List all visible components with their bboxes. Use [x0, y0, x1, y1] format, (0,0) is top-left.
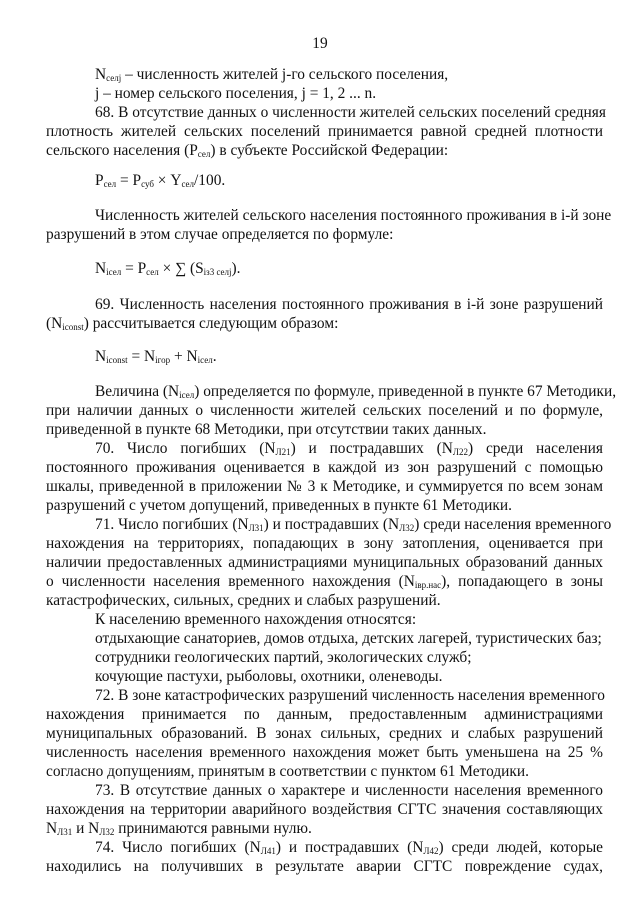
- text-line: $N_{селj}$ – численность жителей j-го сельского поселения,: [95, 66, 449, 83]
- text-line: $N_{iсел} = Р_{сел}$ × ∑ $(S_{iз3 селj})$.: [95, 260, 241, 277]
- text-line: нахождения на территории аварийного воздействия СГТС значения составляющих: [46, 801, 603, 818]
- text-line: Численность жителей сельского населения постоянного проживания в i-й зоне: [95, 207, 612, 224]
- text-line: приведенной в пункте 68 Методики, при отсутствии таких данных.: [46, 421, 487, 438]
- text-line: сотрудники геологических партий, экологических служб;: [95, 649, 472, 666]
- text-line: шкалы, приведенной в приложении № 3 к Методике, и суммируется по всем зонам: [46, 478, 603, 495]
- text-line: при наличии данных о численности жителей сельских поселений и по формуле,: [46, 402, 603, 419]
- text-line: нахождения на территориях, попадающих в зону затопления, оценивается при: [46, 535, 603, 552]
- text-line: наличии предоставленных администрациями муниципальных образований данных: [46, 554, 603, 571]
- text-line: $Р_{сел} = Р_{суб} \times Y_{сел}/100$.: [95, 172, 226, 189]
- text-line: $(N_{iconst})$ рассчитывается следующим образом:: [46, 315, 339, 332]
- text-line: Величина $(N_{iсел})$ определяется по формуле, приведенной в пункте 67 Методики,: [95, 383, 617, 400]
- text-line: отдыхающие санаториев, домов отдыха, детских лагерей, туристических баз;: [95, 630, 602, 647]
- text-line: плотность жителей сельских поселений принимается равной средней плотности: [46, 123, 603, 140]
- text-line: 68. В отсутствие данных о численности жителей сельских поселений средняя: [95, 104, 606, 121]
- text-line: кочующие пастухи, рыболовы, охотники, оленеводы.: [95, 668, 443, 685]
- text-line: К населению временного нахождения относятся:: [95, 611, 417, 628]
- text-line: численность населения временного нахождения может быть уменьшена на 25 %: [46, 744, 603, 761]
- text-line: согласно допущениям, принятым в соответствии с пунктом 61 Методики.: [46, 763, 529, 780]
- text-line: разрушений с учетом допущений, приведенных в пункте 61 Методики.: [46, 497, 512, 514]
- text-line: $N_{Л31}$ и $N_{Л32}$ принимаются равными нулю.: [46, 820, 312, 837]
- text-line: 70. Число погибших $(N_{Л21})$ и пострадавших $(N_{Л22})$ среди населения: [95, 440, 603, 457]
- text-line: 71. Число погибших $(N_{Л31})$ и пострадавших $(N_{Л32})$ среди населения временного: [95, 516, 612, 533]
- text-line: катастрофических, сильных, средних и слабых разрушений.: [46, 592, 441, 609]
- text-line: 73. В отсутствие данных о характере и численности населения временного: [95, 782, 603, 799]
- text-line: сельского населения $(Р_{сел})$ в субъекте Российской Федерации:: [46, 142, 449, 159]
- text-line: j – номер сельского поселения, j = 1, 2 ... n.: [95, 85, 377, 102]
- text-line: 69. Численность населения постоянного проживания в i-й зоне разрушений: [95, 296, 603, 313]
- text-line: разрушений в этом случае определяется по формуле:: [46, 226, 394, 243]
- text-line: 72. В зоне катастрофических разрушений численность населения временного: [95, 687, 605, 704]
- text-line: муниципальных образований. В зонах сильных, средних и слабых разрушений: [46, 725, 603, 742]
- text-line: нахождения принимается по данным, предоставленным администрациями: [46, 706, 603, 723]
- text-line: постоянного проживания оценивается в каждой из зон разрушений с помощью: [46, 459, 603, 476]
- page-number: 19: [312, 35, 328, 52]
- text-line: находились на получивших в результате аварии СГТС повреждение судах,: [46, 858, 603, 875]
- text-line: $N_{iconst} = N_{iгор} + N_{iсел}$.: [95, 348, 217, 365]
- text-line: о численности населения временного нахождения $(N_{iвр.нас})$, попадающего в зоны: [46, 573, 604, 590]
- text-line: 74. Число погибших $(N_{Л41})$ и пострадавших $(N_{Л42})$ среди людей, которые: [95, 839, 603, 856]
